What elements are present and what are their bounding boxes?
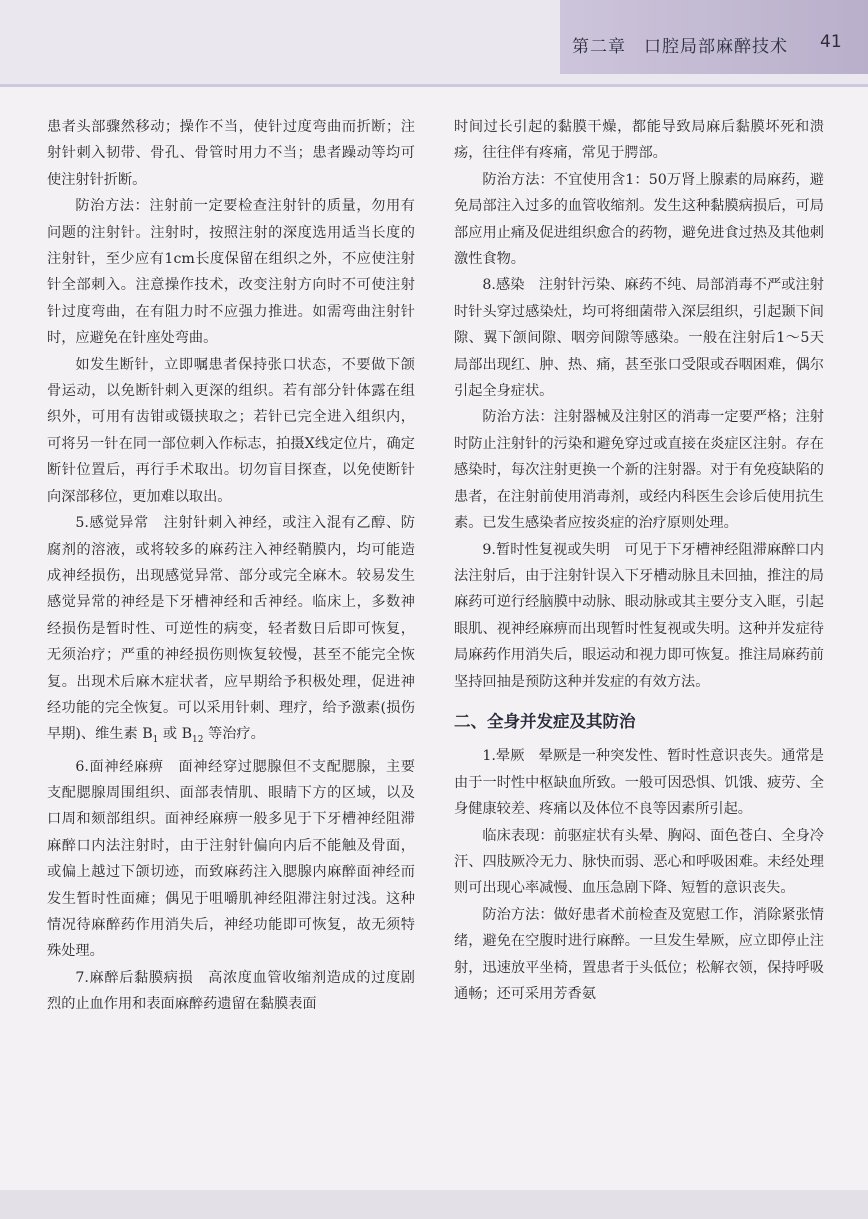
paragraph-text: 5.感觉异常 注射针刺入神经，或注入混有乙醇、防腐剂的溶液，或将较多的麻药注入神经鞘膜内，均可能造成神经损伤，出现感觉异常、部分或完全麻木。较易发生感觉异常的神经是下牙槽神经和舌神经。临床上，多数神经损伤是暂时性、可逆性的病变，轻者数日后即可恢复，无须治疗；严重的神经损伤则恢复较慢，甚至不能完全恢复。出现术后麻木症状者，应早期给予积极处理，促进神经功能的完全恢复。可以采用针刺、理疗，给予激素(损伤早期)、维生素	[47, 515, 415, 743]
paragraph: 9.暂时性复视或失明 可见于下牙槽神经阻滞麻醉口内法注射后，由于注射针误入下牙槽动脉且未回抽，推注的局麻药可逆行经脑膜中动脉、眼动脉或其主要分支入眶，引起眼肌、视神经麻痹而出现暂时性复视或失明。这种并发症待局麻药作用消失后，眼运动和视力即可恢复。推注局麻药前坚持回抽是预防这种并发症的有效方法。	[454, 541, 824, 690]
paragraph: 时间过长引起的黏膜干燥，都能导致局麻后黏膜坏死和溃疡，往往伴有疼痛，常见于腭部。	[454, 119, 824, 162]
paragraph: 7.麻醉后黏膜病损 高浓度血管收缩剂造成的过度剧烈的止血作用和表面麻醉药遗留在黏膜表面	[47, 969, 415, 1013]
page-number: 41	[820, 32, 842, 52]
paragraph: 防治方法：注射器械及注射区的消毒一定要严格；注射时防止注射针的污染和避免穿过或直接在炎症区注射。存在感染时，每次注射更换一个新的注射器。对于有免疫缺陷的患者，在注射前使用消毒剂，或经内科医生会诊后使用抗生素。已发生感染者应按炎症的治疗原则处理。	[454, 409, 824, 532]
paragraph-text: 等治疗。	[208, 726, 265, 743]
paragraph: 防治方法：做好患者术前检查及宽慰工作，消除紧张情绪，避免在空腹时进行麻醉。一旦发生晕厥，应立即停止注射，迅速放平坐椅，置患者于头低位；松解衣领，保持呼吸通畅；还可采用芳香氨	[454, 906, 824, 1002]
subscript: 1	[152, 735, 159, 746]
vitamin-b: B	[142, 726, 153, 743]
paragraph-text: 或	[162, 726, 178, 743]
paragraph: 患者头部骤然移动；操作不当，使针过度弯曲而折断；注射针刺入韧带、骨孔、骨管时用力不当；患者躁动等均可使注射针折断。	[47, 119, 415, 188]
right-column	[454, 114, 824, 1007]
paragraph: 临床表现：前驱症状有头晕、胸闷、面色苍白、全身冷汗、四肢厥冷无力、脉快而弱、恶心和呼吸困难。未经处理则可出现心率减慢、血压急剧下降、短暂的意识丧失。	[454, 827, 824, 897]
chapter-title: 第二章 口腔局部麻醉技术	[572, 37, 788, 57]
page-header	[0, 0, 868, 86]
paragraph	[47, 510, 415, 753]
left-column	[47, 114, 415, 1018]
footer-band	[0, 1190, 868, 1219]
paragraph: 防治方法：注射前一定要检查注射针的质量，勿用有问题的注射针。注射时，按照注射的深度选用适当长度的注射针，至少应有1cm长度保留在组织之外，不应使注射针全部刺入。注意操作技术，改变注射方向时不可使注射针过度弯曲，在有阻力时不应强力推进。如需弯曲注射针时，应避免在针座处弯曲。	[47, 198, 415, 347]
section-heading: 二、全身并发症及其防治	[454, 711, 636, 731]
paragraph: 1.晕厥 晕厥是一种突发性、暂时性意识丧失。通常是由于一时性中枢缺血所致。一般可因恐惧、饥饿、疲劳、全身健康较差、疼痛以及体位不良等因素所引起。	[454, 748, 824, 818]
paragraph: 如发生断针，立即嘱患者保持张口状态，不要做下颌骨运动，以免断针刺入更深的组织。若有部分针体露在组织外，可用有齿钳或镊挟取之；若针已完全进入组织内，可将另一针在同一部位刺入作标志，拍摄X线定位片，确定断针位置后，再行手术取出。切勿盲目探查，以免使断针向深部移位，更加难以取出。	[47, 356, 415, 505]
subscript: 12	[192, 735, 204, 746]
paragraph: 防治方法：不宜使用含1：50万肾上腺素的局麻药，避免局部注入过多的血管收缩剂。发生这种黏膜病损后，可局部应用止痛及促进组织愈合的药物，避免进食过热及其他刺激性食物。	[454, 171, 824, 268]
paragraph: 8.感染 注射针污染、麻药不纯、局部消毒不严或注射时针头穿过感染灶，均可将细菌带入深层组织，引起颞下间隙、翼下颌间隙、咽旁间隙等感染。一般在注射后1～5天局部出现红、肿、热、痛，甚至张口受限或吞咽困难，偶尔引起全身症状。	[454, 277, 824, 400]
paragraph: 6.面神经麻痹 面神经穿过腮腺但不支配腮腺，主要支配腮腺周围组织、面部表情肌、眼睛下方的区域，以及口周和颏部组织。面神经麻痹一般多见于下牙槽神经阻滞麻醉口内法注射时，由于注射针偏向内后不能触及骨面，或偏上越过下颌切迹，而致麻药注入腮腺内麻醉面神经而发生暂时性面瘫；偶见于咀嚼肌神经阻滞注射过浅。这种情况待麻醉药作用消失后，神经功能即可恢复，故无须特殊处理。	[47, 758, 415, 960]
vitamin-b: B	[181, 726, 193, 743]
header-rule	[0, 84, 868, 87]
